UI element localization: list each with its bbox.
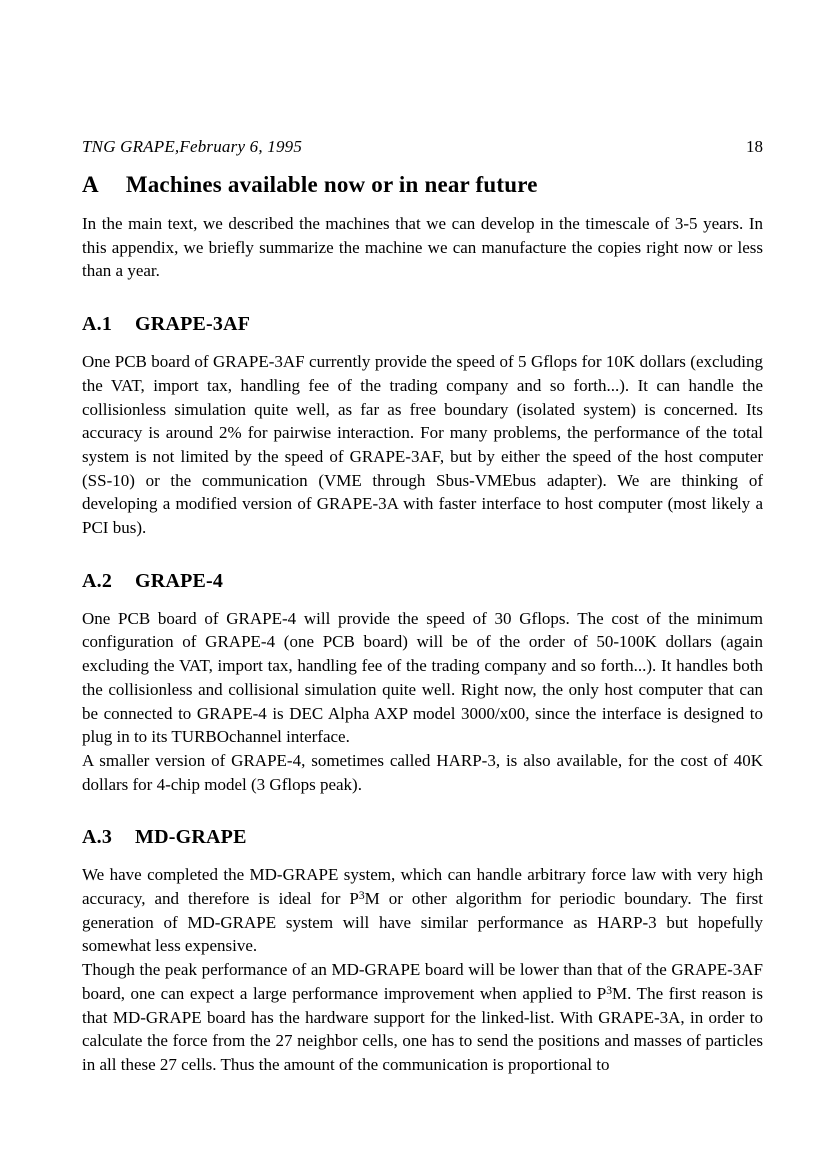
subsection-number: A.3 (82, 826, 113, 849)
paragraph-a3-2 (82, 958, 763, 1077)
paragraph-text: A smaller version of GRAPE-4, sometimes called HARP-3, is also available, for the cost of 40K dollars for 4-chip model (3 Gflops peak). (82, 750, 763, 794)
paragraph-text: Though the peak performance of an MD-GRAPE board will be lower than that of the GRAPE-3AF board, one can expect a large performance improvement when applied to P (82, 960, 763, 1003)
appendix-heading (82, 171, 763, 199)
document-page (82, 136, 763, 1077)
paragraph-text: We have completed the MD-GRAPE system, which can handle arbitrary force law with very high accuracy, and therefore is ideal for P (82, 865, 763, 909)
intro-text: In the main text, we described the machines that we can develop in the timescale of 3-5 years. In this appendix, we briefly summarize the machine we can manufacture the copies right now or less than a year. (82, 214, 763, 281)
subsection-title: GRAPE-4 (135, 569, 224, 592)
subsection-title: GRAPE-3AF (135, 313, 251, 336)
paragraph-text: M. The first reason is that MD-GRAPE board has the hardware support for the linked-list. With GRAPE-3A, in order to calculate the force from the 27 neighbor cells, one has to send the positions and masses of particles in all these 27 cells. Thus the amount of the communication is proportional to (82, 983, 763, 1074)
appendix-title: Machines available now or in near future (125, 172, 538, 197)
running-title: TNG GRAPE,February 6, 1995 (82, 137, 303, 156)
page-header (82, 136, 763, 158)
appendix-letter: A (82, 172, 99, 197)
subsection-heading-a3 (82, 824, 763, 850)
subsection-number: A.1 (82, 313, 113, 336)
page-number: 18 (746, 137, 763, 156)
superscript: 3 (606, 983, 613, 997)
intro-paragraph (82, 212, 763, 283)
paragraph-a3-1 (82, 863, 763, 958)
paragraph-a2-1 (82, 607, 763, 749)
subsection-heading-a1 (82, 311, 763, 337)
subsection-number: A.2 (82, 569, 113, 592)
paragraph-text: One PCB board of GRAPE-3AF currently provide the speed of 5 Gflops for 10K dollars (excluding the VAT, import tax, handling fee of the trading company and so forth...). It can handle the collisionless simulation quite well, as far as free boundary (isolated system) is concerned. Its accuracy is around 2% for pairwise interaction. For many problems, the performance of the total system is not limited by the speed of GRAPE-3AF, but by either the speed of the host computer (SS-10) or the communication (VME through Sbus-VMEbus adapter). We are thinking of developing a modified version of GRAPE-3A with faster interface to host computer (most likely a PCI bus). (82, 352, 763, 538)
subsection-title: MD-GRAPE (135, 826, 247, 849)
paragraph-text: One PCB board of GRAPE-4 will provide the speed of 30 Gflops. The cost of the minimum configuration of GRAPE-4 (one PCB board) will be of the order of 50-100K dollars (again excluding the VAT, import tax, handling fee of the trading company and so forth...). It handles both the collisionless and collisional simulation quite well. Right now, the only host computer that can be connected to GRAPE-4 is DEC Alpha AXP model 3000/x00, since the interface is designed to plug in to its TURBOchannel interface. (82, 608, 763, 747)
subsection-heading-a2 (82, 568, 763, 594)
paragraph-a2-2 (82, 749, 763, 796)
paragraph-a1 (82, 350, 763, 540)
paragraph-text: M or other algorithm for periodic boundary. The first generation of MD-GRAPE system will have similar performance as HARP-3 but hopefully somewhat less expensive. (82, 889, 763, 956)
superscript: 3 (358, 888, 365, 902)
